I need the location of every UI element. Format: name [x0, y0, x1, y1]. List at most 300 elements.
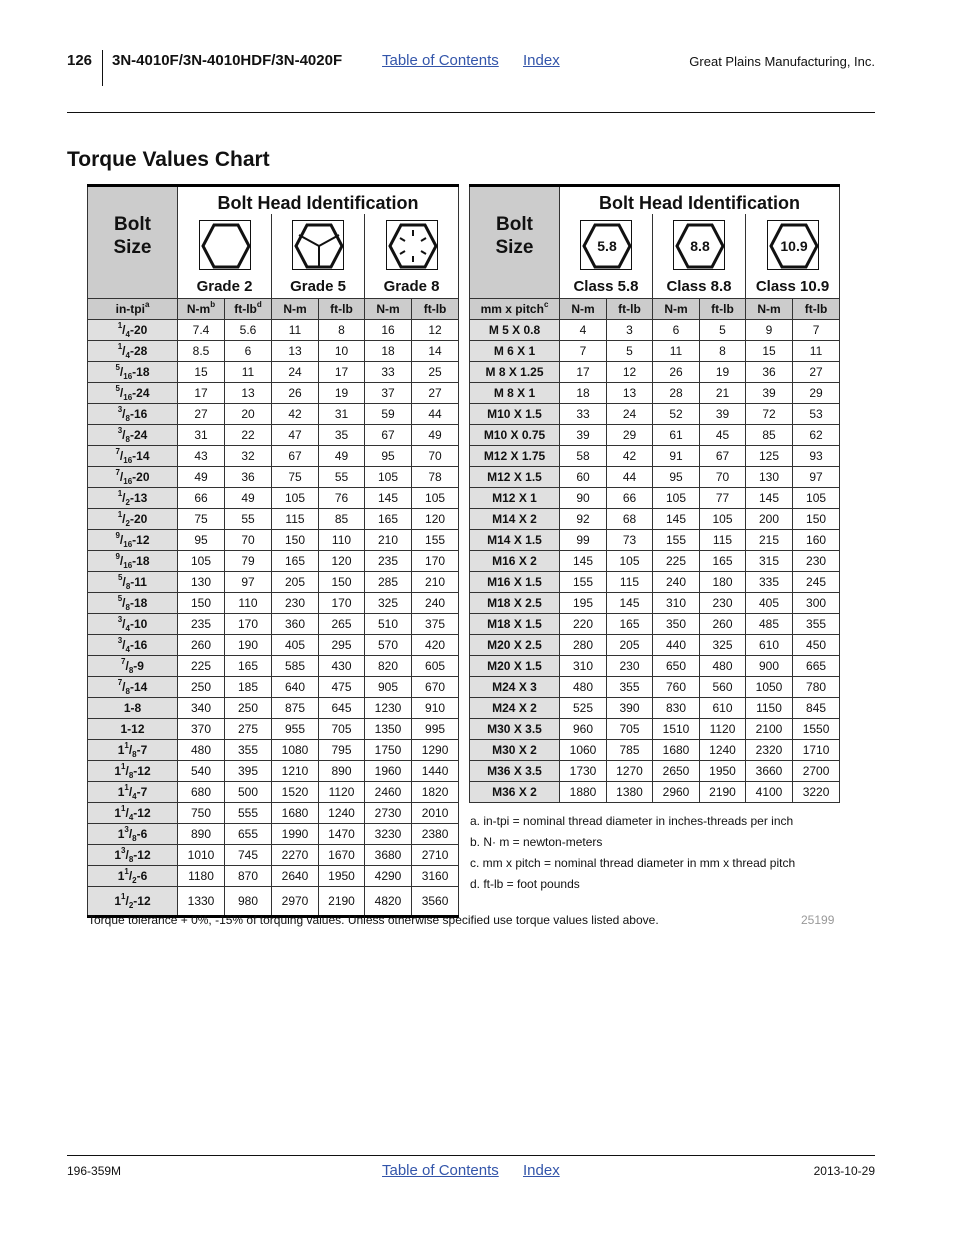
torque-value-cell: 8 [700, 341, 746, 362]
torque-value-cell: 1270 [607, 761, 653, 782]
torque-value-cell: 91 [653, 446, 700, 467]
grade-2-nm-header: $N-m^b$ [178, 299, 225, 320]
torque-value-cell: 360 [272, 614, 319, 635]
bolt-size-cell: $^9/_{16}-18$ [88, 551, 178, 572]
grade-8-nm-header: N-m [365, 299, 412, 320]
grade-5-hex-icon [292, 220, 344, 270]
torque-value-cell: 405 [746, 593, 793, 614]
torque-value-cell: 150 [178, 593, 225, 614]
torque-value-cell: 19 [319, 383, 365, 404]
table-row [88, 488, 459, 509]
torque-value-cell: 2010 [412, 803, 459, 824]
torque-value-cell: 230 [272, 593, 319, 614]
torque-value-cell: 160 [793, 530, 840, 551]
bolt-size-cell: M 8 X 1.25 [470, 362, 560, 383]
header-toc-link[interactable]: Table of Contents [382, 52, 499, 69]
bolt-size-cell: $^7/_8-9$ [88, 656, 178, 677]
torque-value-cell: 115 [700, 530, 746, 551]
torque-value-cell: 210 [365, 530, 412, 551]
table-row [88, 362, 459, 383]
class-5-8-head-cell [560, 214, 653, 276]
torque-value-cell: 67 [365, 425, 412, 446]
torque-value-cell: 49 [319, 446, 365, 467]
torque-value-cell: 4 [560, 320, 607, 341]
bolt-size-cell: $1^1/_8-12$ [88, 761, 178, 782]
grade-8-head-cell [365, 214, 459, 276]
torque-value-cell: 170 [319, 593, 365, 614]
torque-value-cell: 44 [412, 404, 459, 425]
torque-value-cell: 49 [225, 488, 272, 509]
torque-value-cell: 105 [653, 488, 700, 509]
torque-value-cell: 145 [653, 509, 700, 530]
bolt-size-cell: M12 X 1 [470, 488, 560, 509]
torque-value-cell: 150 [793, 509, 840, 530]
table-row [470, 656, 840, 677]
torque-value-cell: 245 [793, 572, 840, 593]
table-row [88, 824, 459, 845]
torque-tolerance-note: Torque tolerance + 0%, -15% of torquing values. Unless otherwise specified use torque values listed above. [88, 913, 659, 927]
torque-value-cell: 68 [607, 509, 653, 530]
torque-value-cell: 2710 [412, 845, 459, 866]
torque-value-cell: 150 [272, 530, 319, 551]
table-row [88, 530, 459, 551]
torque-value-cell: 49 [178, 467, 225, 488]
torque-value-cell: 110 [319, 530, 365, 551]
torque-value-cell: 85 [319, 509, 365, 530]
footnote-d: d. ft-lb = foot pounds [470, 877, 580, 891]
table-row [470, 404, 840, 425]
torque-value-cell: 2460 [365, 782, 412, 803]
table-row [88, 572, 459, 593]
bolt-size-cell: $^1/_2-20$ [88, 509, 178, 530]
torque-value-cell: 300 [793, 593, 840, 614]
torque-value-cell: 130 [178, 572, 225, 593]
torque-value-cell: 555 [225, 803, 272, 824]
bolt-size-cell: 1-12 [88, 719, 178, 740]
torque-value-cell: 8.5 [178, 341, 225, 362]
torque-value-cell: 150 [319, 572, 365, 593]
torque-value-cell: 820 [365, 656, 412, 677]
class-5-8-label: Class 5.8 [560, 276, 653, 299]
torque-value-cell: 1120 [700, 719, 746, 740]
torque-value-cell: 105 [700, 509, 746, 530]
torque-value-cell: 350 [653, 614, 700, 635]
torque-value-cell: 960 [560, 719, 607, 740]
header-index-link[interactable]: Index [523, 52, 560, 69]
torque-value-cell: 3220 [793, 782, 840, 803]
torque-value-cell: 5 [607, 341, 653, 362]
bolt-size-cell: M30 X 2 [470, 740, 560, 761]
torque-value-cell: 76 [319, 488, 365, 509]
torque-value-cell: 4290 [365, 866, 412, 887]
table-row [470, 320, 840, 341]
torque-value-cell: 610 [746, 635, 793, 656]
torque-value-cell: 110 [225, 593, 272, 614]
torque-value-cell: 890 [319, 761, 365, 782]
torque-value-cell: 52 [653, 404, 700, 425]
torque-value-cell: 665 [793, 656, 840, 677]
torque-value-cell: 29 [607, 425, 653, 446]
torque-value-cell: 235 [178, 614, 225, 635]
bolt-size-cell: M 8 X 1 [470, 383, 560, 404]
footnote-c: c. mm x pitch = nominal thread diameter in mm x thread pitch [470, 856, 796, 870]
torque-value-cell: 480 [178, 740, 225, 761]
torque-value-cell: 6 [225, 341, 272, 362]
torque-value-cell: 33 [560, 404, 607, 425]
torque-value-cell: 31 [178, 425, 225, 446]
torque-value-cell: 58 [560, 446, 607, 467]
torque-value-cell: 900 [746, 656, 793, 677]
torque-value-cell: 67 [272, 446, 319, 467]
table-row [470, 740, 840, 761]
torque-value-cell: 9 [746, 320, 793, 341]
torque-value-cell: 785 [607, 740, 653, 761]
torque-value-cell: 29 [793, 383, 840, 404]
torque-value-cell: 275 [225, 719, 272, 740]
torque-value-cell: 760 [653, 677, 700, 698]
bolt-size-header: Bolt Size [88, 186, 178, 299]
torque-value-cell: 3 [607, 320, 653, 341]
torque-value-cell: 585 [272, 656, 319, 677]
torque-value-cell: 145 [365, 488, 412, 509]
mm-pitch-column-header: mm x pitch$^c$ [470, 299, 560, 320]
torque-value-cell: 67 [700, 446, 746, 467]
torque-value-cell: 5.6 [225, 320, 272, 341]
bolt-size-cell: $1^1/_8-7$ [88, 740, 178, 761]
bolt-size-cell: M20 X 1.5 [470, 656, 560, 677]
torque-value-cell: 1240 [700, 740, 746, 761]
grade-2-ftlb-header: $ft-lb^d$ [225, 299, 272, 320]
bolt-size-cell: $^1/_4-28$ [88, 341, 178, 362]
torque-value-cell: 355 [225, 740, 272, 761]
torque-value-cell: 17 [178, 383, 225, 404]
torque-value-cell: 18 [365, 341, 412, 362]
torque-value-cell: 2960 [653, 782, 700, 803]
torque-value-cell: 17 [560, 362, 607, 383]
torque-value-cell: 165 [700, 551, 746, 572]
class-8-8-ftlb-header: ft-lb [700, 299, 746, 320]
torque-value-cell: 195 [560, 593, 607, 614]
torque-value-cell: 27 [412, 383, 459, 404]
torque-value-cell: 66 [178, 488, 225, 509]
torque-value-cell: 1060 [560, 740, 607, 761]
torque-value-cell: 210 [412, 572, 459, 593]
in-tpi-column-header: in-tpi$^a$ [88, 299, 178, 320]
torque-value-cell: 480 [700, 656, 746, 677]
torque-value-cell: 1470 [319, 824, 365, 845]
table-row [470, 383, 840, 404]
grade-2-head-cell [178, 214, 272, 276]
footnote-a: a. in-tpi = nominal thread diameter in inches-threads per inch [470, 814, 794, 828]
torque-value-cell: 750 [178, 803, 225, 824]
torque-value-cell: 165 [607, 614, 653, 635]
class-10-9-head-cell [746, 214, 840, 276]
bolt-size-cell: $^1/_2-13$ [88, 488, 178, 509]
torque-value-cell: 3160 [412, 866, 459, 887]
torque-value-cell: 390 [607, 698, 653, 719]
table-row [88, 782, 459, 803]
bolt-size-cell: M24 X 2 [470, 698, 560, 719]
torque-value-cell: 1950 [319, 866, 365, 887]
footer-index-link[interactable]: Index [523, 1162, 560, 1179]
grade-8-hex-icon [386, 220, 438, 270]
torque-value-cell: 240 [412, 593, 459, 614]
torque-value-cell: 2100 [746, 719, 793, 740]
torque-value-cell: 430 [319, 656, 365, 677]
torque-value-cell: 53 [793, 404, 840, 425]
bolt-size-cell: 1-8 [88, 698, 178, 719]
torque-value-cell: 2190 [700, 782, 746, 803]
torque-value-cell: 10 [319, 341, 365, 362]
torque-value-cell: 97 [225, 572, 272, 593]
torque-value-cell: 4100 [746, 782, 793, 803]
torque-value-cell: 310 [653, 593, 700, 614]
torque-value-cell: 105 [178, 551, 225, 572]
page-title: Torque Values Chart [67, 148, 270, 171]
torque-value-cell: 205 [607, 635, 653, 656]
bolt-size-cell: M30 X 3.5 [470, 719, 560, 740]
bolt-size-cell: $^7/_{16}-14$ [88, 446, 178, 467]
torque-value-cell: 1230 [365, 698, 412, 719]
class-10-9-nm-header: N-m [746, 299, 793, 320]
torque-value-cell: 105 [793, 488, 840, 509]
torque-value-cell: 5 [700, 320, 746, 341]
class-10-9-hex-icon [767, 220, 819, 270]
bolt-size-cell: $^5/_{16}-18$ [88, 362, 178, 383]
class-5-8-hex-icon [580, 220, 632, 270]
bolt-head-identification-header: Bolt Head Identification [560, 186, 840, 215]
bolt-size-cell: $1^1/_4-7$ [88, 782, 178, 803]
page-number: 126 [67, 52, 93, 69]
bolt-size-cell: M14 X 2 [470, 509, 560, 530]
torque-value-cell: 36 [746, 362, 793, 383]
bolt-size-cell: M18 X 2.5 [470, 593, 560, 614]
bolt-size-cell: M 6 X 1 [470, 341, 560, 362]
torque-value-cell: 95 [365, 446, 412, 467]
torque-value-cell: 60 [560, 467, 607, 488]
torque-value-cell: 780 [793, 677, 840, 698]
torque-value-cell: 265 [319, 614, 365, 635]
torque-value-cell: 295 [319, 635, 365, 656]
torque-value-cell: 605 [412, 656, 459, 677]
torque-value-cell: 480 [560, 677, 607, 698]
torque-value-cell: 1240 [319, 803, 365, 824]
torque-value-cell: 2320 [746, 740, 793, 761]
table-row [88, 656, 459, 677]
grade-5-label: Grade 5 [272, 276, 365, 299]
table-row [88, 887, 459, 917]
class-8-8-hex-icon [673, 220, 725, 270]
torque-value-cell: 11 [793, 341, 840, 362]
torque-value-cell: 890 [178, 824, 225, 845]
table-row [88, 614, 459, 635]
bolt-size-cell: M10 X 0.75 [470, 425, 560, 446]
bolt-size-cell: $^5/_8-18$ [88, 593, 178, 614]
torque-value-cell: 75 [178, 509, 225, 530]
torque-value-cell: 165 [272, 551, 319, 572]
bolt-size-cell: $^3/_4-10$ [88, 614, 178, 635]
bolt-size-cell: M 5 X 0.8 [470, 320, 560, 341]
bolt-size-cell: M12 X 1.75 [470, 446, 560, 467]
torque-value-cell: 16 [365, 320, 412, 341]
torque-value-cell: 33 [365, 362, 412, 383]
torque-value-cell: 230 [607, 656, 653, 677]
torque-value-cell: 180 [700, 572, 746, 593]
torque-value-cell: 24 [272, 362, 319, 383]
torque-value-cell: 15 [178, 362, 225, 383]
torque-value-cell: 59 [365, 404, 412, 425]
bolt-size-cell: $1^1/_4-12$ [88, 803, 178, 824]
torque-value-cell: 355 [793, 614, 840, 635]
footer-date: 2013-10-29 [813, 1164, 875, 1178]
torque-value-cell: 115 [272, 509, 319, 530]
torque-value-cell: 235 [365, 551, 412, 572]
torque-value-cell: 28 [653, 383, 700, 404]
torque-value-cell: 78 [412, 467, 459, 488]
torque-value-cell: 72 [746, 404, 793, 425]
torque-value-cell: 24 [607, 404, 653, 425]
torque-value-cell: 905 [365, 677, 412, 698]
torque-value-cell: 155 [653, 530, 700, 551]
torque-value-cell: 13 [272, 341, 319, 362]
torque-value-cell: 220 [560, 614, 607, 635]
bolt-size-header: Bolt Size [470, 186, 560, 299]
torque-value-cell: 36 [225, 467, 272, 488]
torque-value-cell: 85 [746, 425, 793, 446]
torque-value-cell: 62 [793, 425, 840, 446]
torque-value-cell: 485 [746, 614, 793, 635]
torque-value-cell: 640 [272, 677, 319, 698]
bolt-size-cell: $1^3/_8-12$ [88, 845, 178, 866]
torque-value-cell: 1550 [793, 719, 840, 740]
torque-value-cell: 670 [412, 677, 459, 698]
torque-value-cell: 2700 [793, 761, 840, 782]
table-row [470, 446, 840, 467]
torque-value-cell: 745 [225, 845, 272, 866]
torque-value-cell: 42 [272, 404, 319, 425]
footer-doc-number: 196-359M [67, 1164, 122, 1178]
bolt-size-cell: M36 X 2 [470, 782, 560, 803]
bolt-size-cell: M24 X 3 [470, 677, 560, 698]
torque-value-cell: 47 [272, 425, 319, 446]
table-row [88, 509, 459, 530]
torque-value-cell: 200 [746, 509, 793, 530]
torque-value-cell: 22 [225, 425, 272, 446]
torque-value-cell: 1750 [365, 740, 412, 761]
torque-value-cell: 105 [365, 467, 412, 488]
torque-value-cell: 645 [319, 698, 365, 719]
bolt-size-cell: $^3/_8-16$ [88, 404, 178, 425]
torque-value-cell: 795 [319, 740, 365, 761]
torque-value-cell: 39 [560, 425, 607, 446]
class-5-8-nm-header: N-m [560, 299, 607, 320]
torque-value-cell: 375 [412, 614, 459, 635]
torque-value-cell: 1990 [272, 824, 319, 845]
torque-value-cell: 165 [365, 509, 412, 530]
torque-value-cell: 105 [412, 488, 459, 509]
torque-value-cell: 845 [793, 698, 840, 719]
table-row [88, 677, 459, 698]
torque-value-cell: 95 [653, 467, 700, 488]
torque-value-cell: 185 [225, 677, 272, 698]
torque-value-cell: 105 [607, 551, 653, 572]
table-row [88, 635, 459, 656]
torque-value-cell: 510 [365, 614, 412, 635]
bolt-size-cell: $1^1/_2-6$ [88, 866, 178, 887]
grade-5-ftlb-header: ft-lb [319, 299, 365, 320]
torque-value-cell: 2640 [272, 866, 319, 887]
torque-value-cell: 20 [225, 404, 272, 425]
torque-value-cell: 35 [319, 425, 365, 446]
torque-value-cell: 450 [793, 635, 840, 656]
torque-value-cell: 1180 [178, 866, 225, 887]
torque-value-cell: 37 [365, 383, 412, 404]
torque-value-cell: 440 [653, 635, 700, 656]
table-row [88, 593, 459, 614]
grade-2-hex-icon [199, 220, 251, 270]
footnote-b: b. N· m = newton-meters [470, 835, 603, 849]
bolt-size-cell: M18 X 1.5 [470, 614, 560, 635]
svg-text:10.9: 10.9 [779, 238, 808, 254]
torque-value-cell: 11 [272, 320, 319, 341]
torque-value-cell: 1820 [412, 782, 459, 803]
table-row [470, 425, 840, 446]
bolt-size-cell: $^1/_4-20$ [88, 320, 178, 341]
table-row [88, 404, 459, 425]
table-row [88, 761, 459, 782]
table-row [88, 866, 459, 887]
torque-value-cell: 66 [607, 488, 653, 509]
torque-value-cell: 1350 [365, 719, 412, 740]
torque-value-cell: 1950 [700, 761, 746, 782]
torque-value-cell: 92 [560, 509, 607, 530]
torque-value-cell: 680 [178, 782, 225, 803]
table-row [88, 341, 459, 362]
torque-value-cell: 500 [225, 782, 272, 803]
torque-value-cell: 1520 [272, 782, 319, 803]
torque-value-cell: 325 [365, 593, 412, 614]
torque-value-cell: 55 [225, 509, 272, 530]
torque-value-cell: 1670 [319, 845, 365, 866]
footer-toc-link[interactable]: Table of Contents [382, 1162, 499, 1179]
torque-value-cell: 1050 [746, 677, 793, 698]
torque-value-cell: 325 [700, 635, 746, 656]
torque-value-cell: 240 [653, 572, 700, 593]
table-row [470, 551, 840, 572]
torque-value-cell: 99 [560, 530, 607, 551]
torque-value-cell: 70 [412, 446, 459, 467]
torque-value-cell: 560 [700, 677, 746, 698]
torque-value-cell: 1120 [319, 782, 365, 803]
table-row [88, 551, 459, 572]
table-row [88, 467, 459, 488]
torque-value-cell: 11 [225, 362, 272, 383]
metric-torque-table [469, 184, 840, 803]
torque-value-cell: 980 [225, 887, 272, 917]
torque-value-cell: 250 [225, 698, 272, 719]
bolt-size-cell: M16 X 2 [470, 551, 560, 572]
torque-value-cell: 705 [319, 719, 365, 740]
torque-value-cell: 170 [412, 551, 459, 572]
torque-value-cell: 225 [653, 551, 700, 572]
class-10-9-label: Class 10.9 [746, 276, 840, 299]
torque-value-cell: 70 [700, 467, 746, 488]
torque-value-cell: 25 [412, 362, 459, 383]
bolt-size-cell: M16 X 1.5 [470, 572, 560, 593]
svg-text:5.8: 5.8 [597, 238, 617, 254]
torque-value-cell: 4820 [365, 887, 412, 917]
torque-value-cell: 90 [560, 488, 607, 509]
